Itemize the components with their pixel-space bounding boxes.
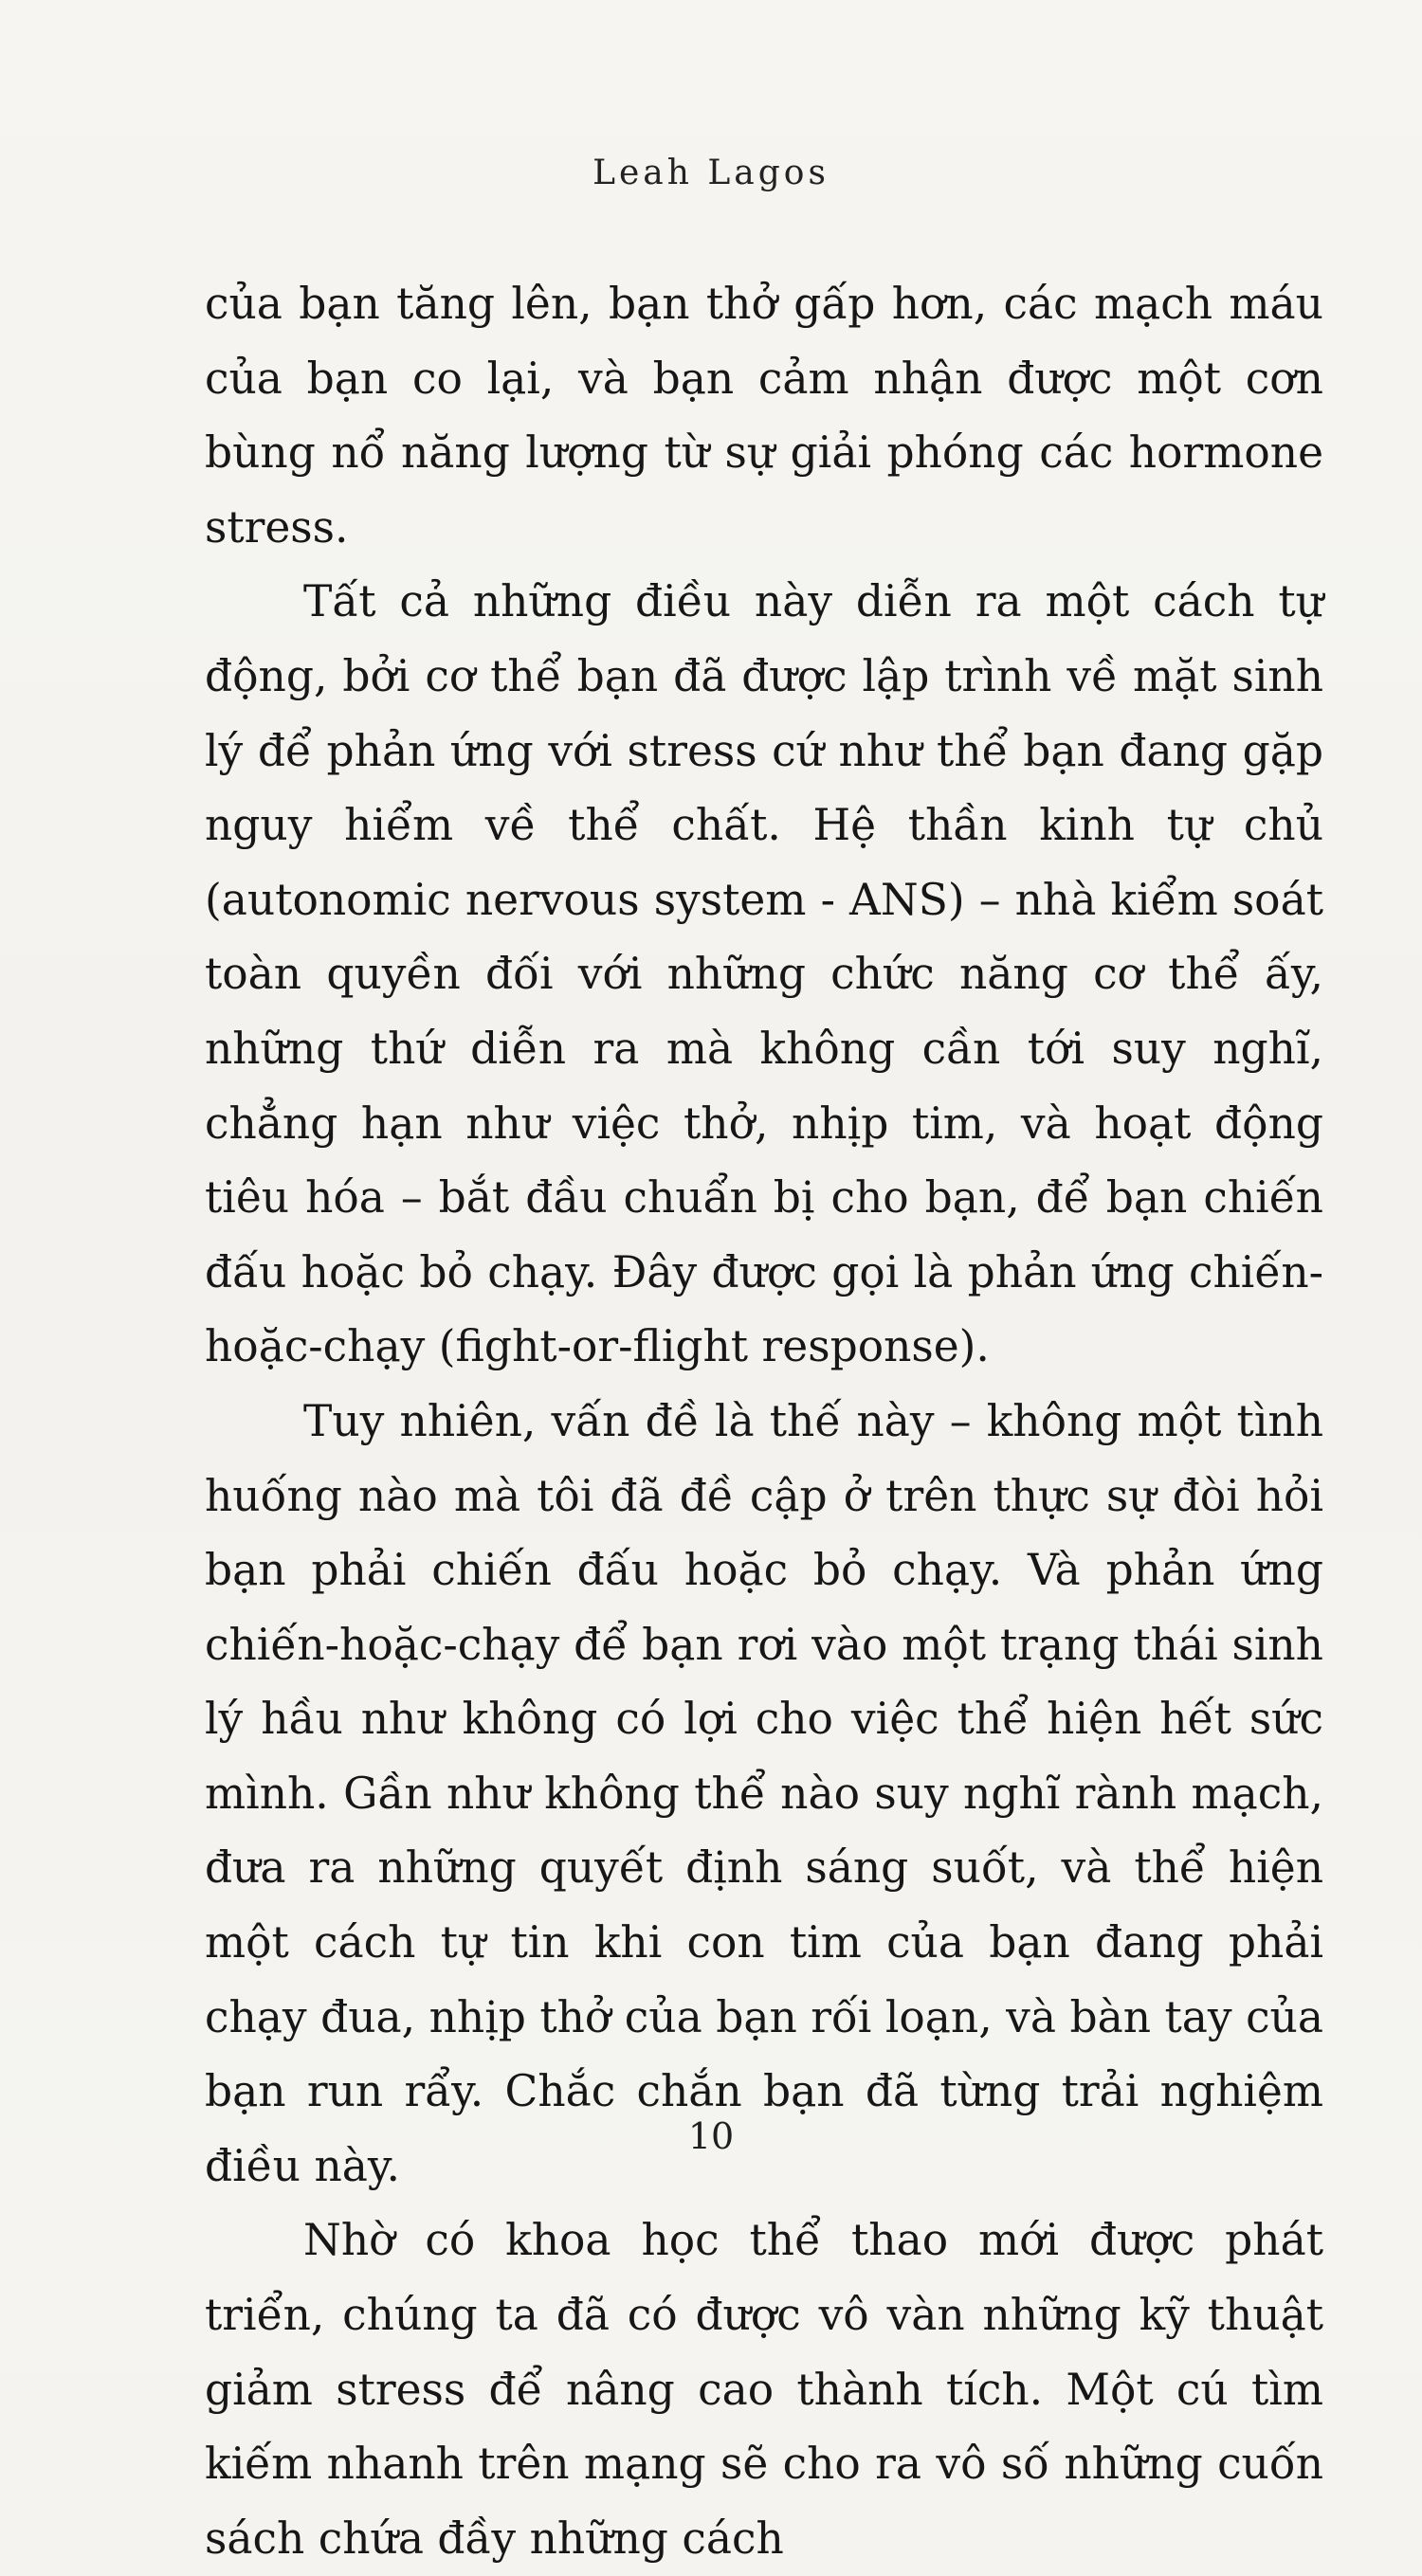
paragraph-continuation: của bạn tăng lên, bạn thở gấp hơn, các mạch máu của bạn co lại, và bạn cảm nhận được một cơn bùng nổ năng lượng từ sự giải phóng các hormone stress. — [205, 279, 1323, 553]
paragraph-autonomic-response: Tất cả những điều này diễn ra một cách tự động, bởi cơ thể bạn đã được lập trình về mặt sinh lý để phản ứng với stress cứ như thể bạn đang gặp nguy hiểm về thể chất. Hệ thần kinh tự chủ (autonomic nervous system - ANS) – nhà kiểm soát toàn quyền đối với những chức năng cơ thể ấy, những thứ diễn ra mà không cần tới suy nghĩ, chẳng hạn như việc thở, nhịp tim, và hoạt động tiêu hóa – bắt đầu chuẩn bị cho bạn, để bạn chiến đấu hoặc bỏ chạy. Đây được gọi là phản ứng chiến-hoặc-chạy (fight-or-flight response). — [205, 576, 1323, 1372]
running-head-author: Leah Lagos — [592, 154, 830, 192]
page-number: 10 — [687, 2115, 735, 2157]
paragraph-fight-or-flight-problem: Tuy nhiên, vấn đề là thế này – không một tình huống nào mà tôi đã đề cập ở trên thực sự đòi hỏi bạn phải chiến đấu hoặc bỏ chạy. Và phản ứng chiến-hoặc-chạy để bạn rơi vào một trạng thái sinh lý hầu như không có lợi cho việc thể hiện hết sức mình. Gần như không thể nào suy nghĩ rành mạch, đưa ra những quyết định sáng suốt, và thể hiện một cách tự tin khi con tim của bạn đang phải chạy đua, nhịp thở của bạn rối loạn, và bàn tay của bạn run rẩy. Chắc chắn bạn đã từng trải nghiệm điều này. — [205, 1395, 1323, 2191]
paragraph-sports-science: Nhờ có khoa học thể thao mới được phát triển, chúng ta đã có được vô vàn những kỹ thuật giảm stress để nâng cao thành tích. Một cú tìm kiếm nhanh trên mạng sẽ cho ra vô số những cuốn sách chứa đầy những cách — [205, 2215, 1323, 2564]
body-text — [205, 267, 1323, 2576]
